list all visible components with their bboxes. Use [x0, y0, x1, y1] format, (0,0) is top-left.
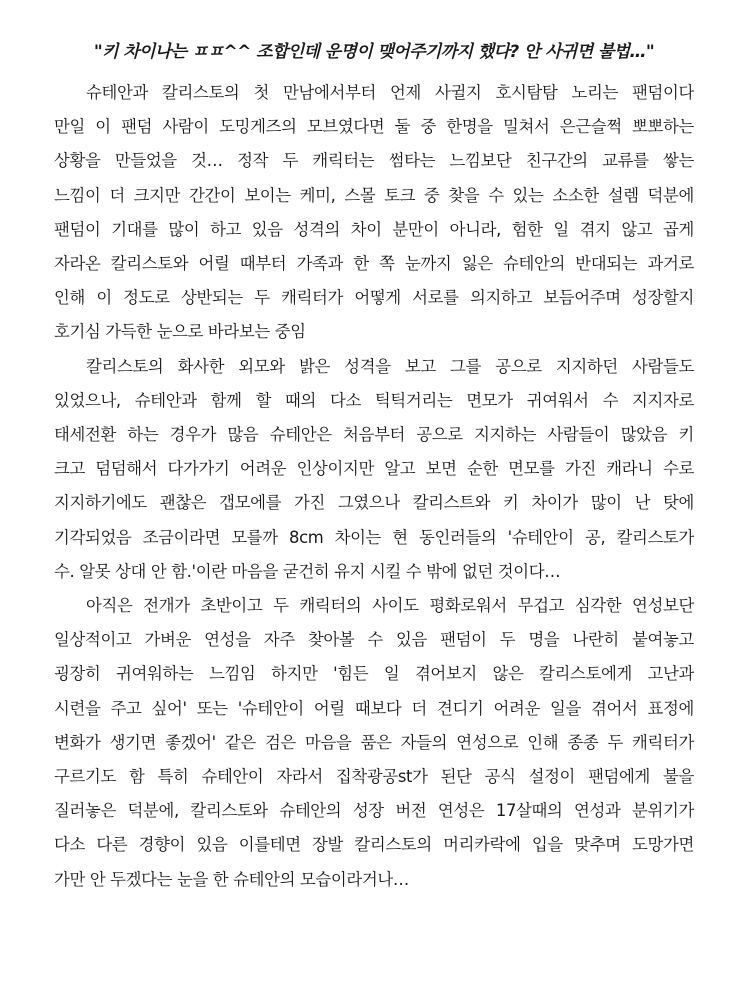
paragraph-line: 구르기도 함 특히 슈테안이 자라서 집착광공st가 된단 공식 설정이 팬덤에게 불을 [54, 767, 694, 787]
paragraph-line: 지지하기에도 괜찮은 갭모에를 가진 그였으나 칼리스트와 키 차이가 많이 난 탓에 [54, 493, 694, 513]
paragraph-line: 굉장히 귀여워하는 느낌임 하지만 '힘든 일 겪어보지 않은 칼리스토에게 고난과 [54, 664, 694, 684]
paragraph-line: 슈테안과 칼리스토의 첫 만남에서부터 언제 사귈지 호시탐탐 노리는 팬덤이다 [86, 83, 694, 102]
paragraph-line: 수. 알못 상대 안 함.'이란 마음을 굳건히 유지 시킬 수 밖에 없던 것이다… [54, 561, 561, 581]
paragraph-line: 가만 안 두겠다는 눈을 한 슈테안의 모습이라거나… [54, 869, 409, 889]
paragraph-line: 호기심 가득한 눈으로 바라보는 중임 [54, 322, 306, 342]
paragraph-line: 아직은 전개가 초반이고 두 캐릭터의 사이도 평화로워서 무겁고 심각한 연성보단 [86, 596, 694, 616]
paragraph-line: 느낌이 더 크지만 간간이 보이는 케미, 스몰 토크 중 찾을 수 있는 소소한 설렘 덕분에 [54, 185, 694, 205]
paragraph-line: 자라온 칼리스토와 어릴 때부터 가족과 한 쪽 눈까지 잃은 슈테안의 반대되는 과거로 [54, 254, 694, 274]
paragraph-line: 칼리스토의 화사한 외모와 밝은 성격을 보고 그를 공으로 지지하던 사람들도 [86, 356, 694, 376]
paragraph-line: 있었으나, 슈테안과 함께 할 때의 다소 틱틱거리는 면모가 귀여워서 수 지지자로 [54, 390, 694, 410]
paragraph-line: 시련을 주고 싶어' 또는 '슈테안이 어릴 때보다 더 견디기 어려운 일을 겪어서 표정에 [54, 698, 694, 718]
paragraph-line: 만일 이 팬덤 사람이 도밍게즈의 모브였다면 둘 중 한명을 밀쳐서 은근슬쩍 뽀뽀하는 [54, 117, 694, 137]
paragraph-line: 인해 이 정도로 상반되는 두 캐릭터가 어떻게 서로를 의지하고 보듬어주며 성장할지 [54, 288, 694, 308]
paragraph-line: 질러놓은 덕분에, 칼리스토와 슈테안의 성장 버전 연성은 17살때의 연성과 분위기가 [54, 801, 694, 821]
paragraph-2 [54, 350, 694, 589]
paragraph-line: 일상적이고 가벼운 연성을 자주 찾아볼 수 있음 팬덤이 두 명을 나란히 붙여놓고 [54, 630, 694, 650]
paragraph-line: 태세전환 하는 경우가 많음 슈테안은 처음부터 공으로 지지하는 사람들이 많았음 키 [54, 425, 694, 445]
paragraph-line: 기각되었음 조금이라면 모를까 8cm 차이는 현 동인러들의 '슈테안이 공, 칼리스토가 [54, 527, 694, 547]
paragraph-line: 팬덤이 기대를 많이 하고 있음 성격의 차이 분만이 아니라, 험한 일 겪지 않고 곱게 [54, 219, 694, 239]
paragraph-line: 변화가 생기면 좋겠어' 같은 검은 마음을 품은 자들의 연성으로 인해 종종 두 캐릭터가 [54, 732, 694, 752]
paragraph-line: 상황을 만들었을 것… 정작 두 캐릭터는 썸타는 느낌보단 친구간의 교류를 쌓는 [54, 151, 694, 171]
paragraph-line: 크고 덤덤해서 다가가기 어려운 인상이지만 알고 보면 순한 면모를 가진 캐라니 수로 [54, 459, 694, 479]
paragraph-1 [54, 76, 694, 350]
paragraph-line: 다소 다른 경향이 있음 이를테면 장발 칼리스토의 머리카락에 입을 맞추며 도망가면 [54, 835, 694, 855]
paragraph-3 [54, 589, 694, 897]
document-title: "키 차이나는 ㅍㅍ^^ 조합인데 운명이 맺어주기까지 했다? 안 사귀면 불법…" [93, 42, 655, 62]
